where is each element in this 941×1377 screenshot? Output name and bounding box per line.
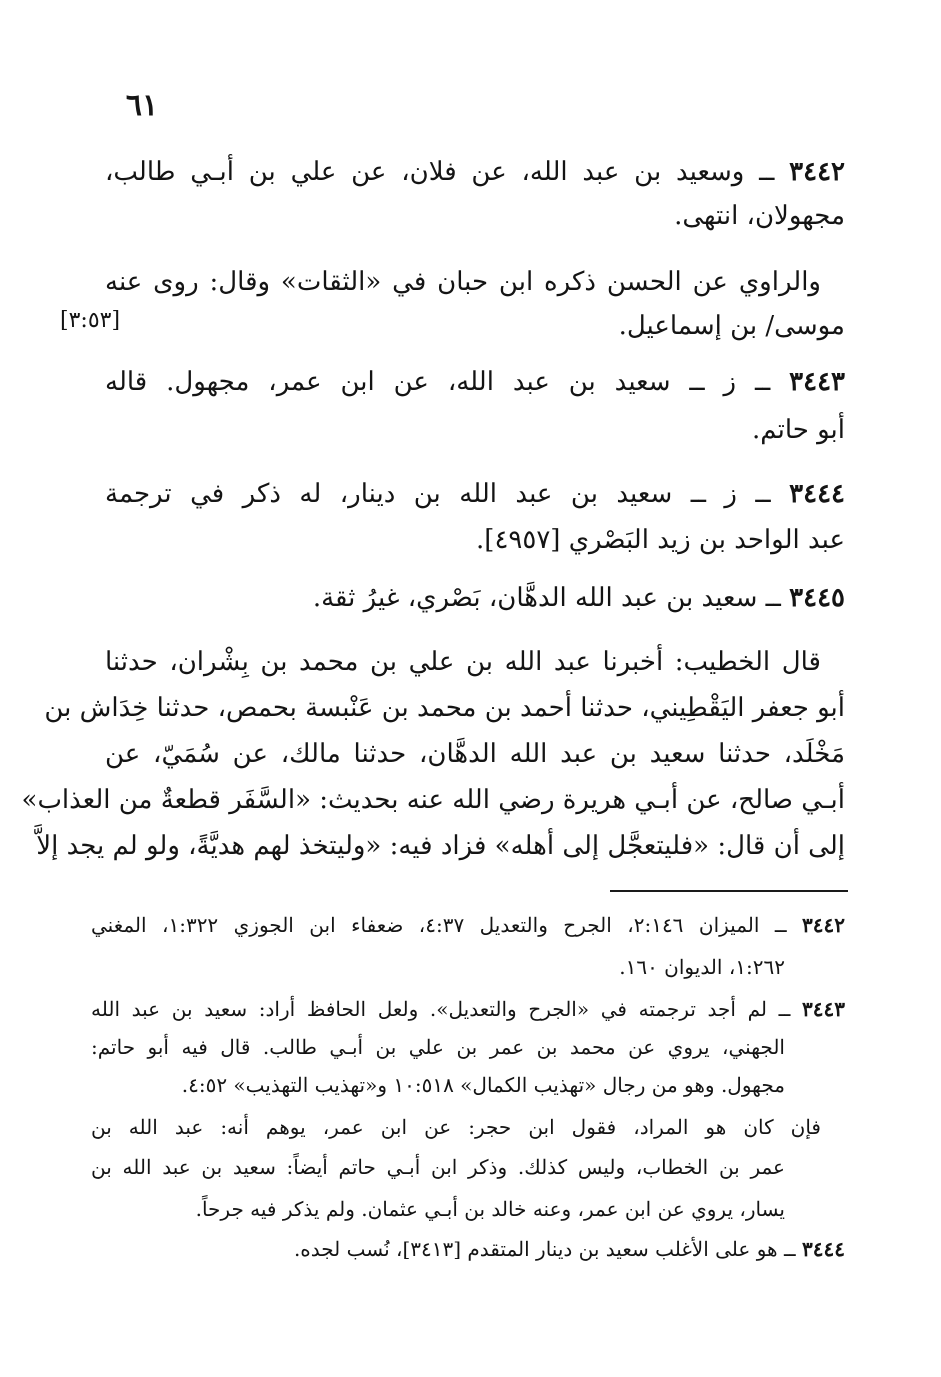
footnote-text: عمر بن الخطاب، وليس كذلك. وذكر ابن أبـي حاتم أيضاً: سعيد بن عبد الله بن bbox=[91, 1155, 785, 1179]
footnote-text: ــ هو على الأغلب سعيد بن دينار المتقدم [٣٤١٣]، نُسب لجده. bbox=[293, 1237, 803, 1261]
margin-volume-reference: [٣:٥٣] bbox=[60, 308, 121, 333]
line-text: أبو جعفر اليَقْطِيني، حدثنا أحمد بن محمد بن عَنْبسة بحمص، حدثنا خِدَاش بن bbox=[44, 693, 845, 723]
text-line bbox=[105, 262, 821, 302]
footnote-text: مجهول. وهو من رجال «تهذيب الكمال» ١٠:٥١٨ و«تهذيب التهذيب» ٤:٥٢. bbox=[181, 1073, 785, 1097]
footnote-line bbox=[91, 1030, 785, 1064]
entry-number: ٣٤٤٢ bbox=[789, 157, 845, 187]
footnote-text: ــ الميزان ٢:١٤٦، الجرح والتعديل ٤:٣٧، ضعفاء ابن الجوزي ١:٣٢٢، المغني bbox=[91, 913, 803, 937]
text-line bbox=[105, 196, 845, 236]
line-text: والراوي عن الحسن ذكره ابن حبان في «الثقات» وقال: روى عنه bbox=[105, 267, 821, 297]
footnote-text: ــ لم أجد ترجمته في «الجرح والتعديل». ولعل الحافظ أراد: سعيد بن عبد الله bbox=[91, 997, 803, 1021]
text-line bbox=[105, 362, 845, 402]
text-line bbox=[105, 578, 845, 618]
text-line bbox=[36, 826, 845, 866]
footnote-line bbox=[91, 1232, 845, 1266]
entry-number: ٣٤٤٣ bbox=[789, 367, 845, 397]
footnote-separator bbox=[610, 890, 848, 892]
text-line bbox=[105, 642, 821, 682]
footnote-number: ٣٤٤٤ bbox=[802, 1237, 845, 1261]
text-line bbox=[105, 410, 845, 450]
line-text: عبد الواحد بن زيد البَصْري [٤٩٥٧]. bbox=[476, 525, 845, 555]
line-text: ــ سعيد بن عبد الله الدهَّان، بَصْري، غيرُ ثقة. bbox=[312, 583, 790, 613]
line-text: مجهولان، انتهى. bbox=[674, 201, 845, 231]
footnote-text: يسار، يروي عن ابن عمر، وعنه خالد بن أبـي عثمان. ولم يذكر فيه جرحاً. bbox=[195, 1197, 785, 1221]
footnote-line bbox=[91, 992, 845, 1026]
entry-number: ٣٤٤٤ bbox=[789, 479, 845, 509]
text-line bbox=[105, 474, 845, 514]
footnote-number: ٣٤٤٢ bbox=[802, 913, 845, 937]
footnote-number: ٣٤٤٣ bbox=[802, 997, 845, 1021]
text-line bbox=[105, 306, 845, 346]
footnote-line bbox=[91, 908, 845, 942]
text-line bbox=[105, 734, 845, 774]
text-line bbox=[21, 780, 845, 820]
line-text: ــ وسعيد بن عبد الله، عن فلان، عن علي بن أبـي طالب، bbox=[105, 157, 790, 187]
footnote-line bbox=[145, 950, 785, 984]
text-line bbox=[105, 520, 845, 560]
text-line bbox=[44, 688, 845, 728]
line-text: إلى أن قال: «فليتعجَّل إلى أهله» فزاد فيه: «وليتخذ لهم هديَّةً، ولو لم يجد إلاَّ bbox=[36, 831, 845, 861]
footnote-text: فإن كان هو المراد، فقول ابن حجر: عن ابن عمر، يوهم أنه: عبد الله بن bbox=[91, 1115, 821, 1139]
footnote-text: الجهني، يروي عن محمد بن عمر بن علي بن أبـي طالب. قال فيه أبو حاتم: bbox=[91, 1035, 785, 1059]
entry-number: ٣٤٤٥ bbox=[789, 583, 845, 613]
page-number: ٦١ bbox=[125, 88, 159, 123]
footnote-line bbox=[91, 1150, 785, 1184]
line-text: أبو حاتم. bbox=[752, 415, 845, 445]
line-text: موسى/ بن إسماعيل. bbox=[618, 311, 845, 341]
line-text: مَخْلَد، حدثنا سعيد بن عبد الله الدهَّان، حدثنا مالك، عن سُمَيّ، عن bbox=[105, 739, 845, 769]
footnote-line bbox=[91, 1068, 785, 1102]
footnote-text: ١:٢٦٢، الديوان ١٦٠. bbox=[619, 955, 785, 979]
text-line bbox=[105, 152, 845, 192]
line-text: قال الخطيب: أخبرنا عبد الله بن علي بن محمد بن بِشْران، حدثنا bbox=[105, 647, 821, 677]
line-text: ــ ز ــ سعيد بن عبد الله، عن ابن عمر، مجهول. قاله bbox=[105, 367, 790, 397]
footnote-line bbox=[91, 1110, 821, 1144]
line-text: ــ ز ــ سعيد بن عبد الله بن دينار، له ذكر في ترجمة bbox=[105, 479, 790, 509]
line-text: أبـي صالح، عن أبـي هريرة رضي الله عنه بحديث: «السَّفَر قطعةٌ من العذاب» bbox=[21, 785, 845, 815]
footnote-line bbox=[91, 1192, 785, 1226]
